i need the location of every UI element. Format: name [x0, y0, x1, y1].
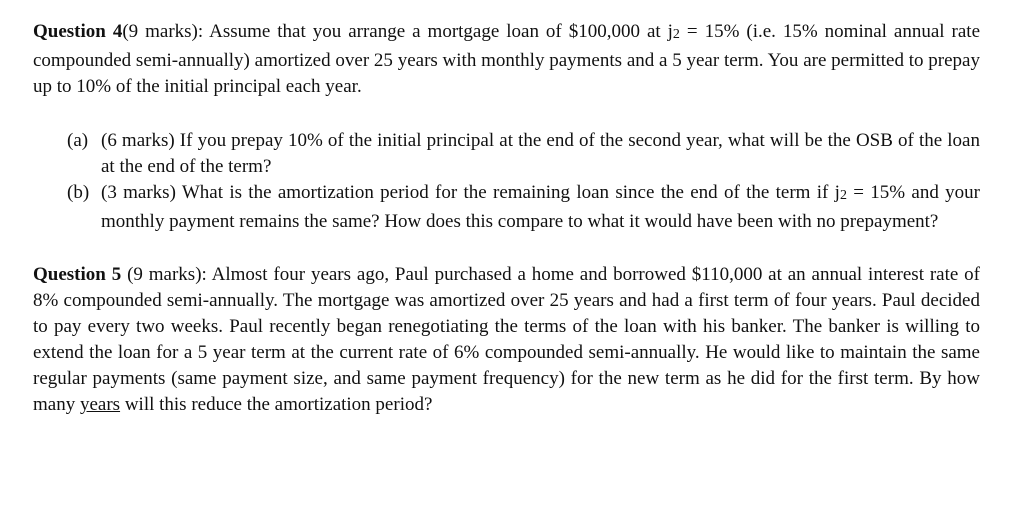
- question-5-text-a: (9 marks): Almost four years ago, Paul purchased a home and borrowed $110,000 at an annual interest rate of 8% compounded semi-annually. The mortgage was amortized over 25 years and had a first term of four years. Paul decided to pay every two weeks. Paul recently began renegotiating the terms of the loan with his banker. The banker is willing to extend the loan for a 5 year term at the current rate of 6% compounded semi-annually. He would like to maintain the same regular payments (same payment size, and same payment frequency) for the new term as he did for the first term. By how many: [33, 264, 980, 415]
- part-a-marker: (a): [67, 130, 89, 151]
- question-4-marks: (9 marks):: [122, 21, 204, 42]
- question-5-heading: Question 5: [33, 264, 122, 285]
- question-4-part-b: [67, 180, 980, 235]
- question-4-subscript: 2: [672, 27, 680, 42]
- question-4-text-a: Assume that you arrange a mortgage loan of $100,000 at j: [203, 21, 673, 42]
- part-a-text: (6 marks) If you prepay 10% of the initial principal at the end of the second year, what will be the OSB of the loan at the end of the term?: [101, 130, 980, 177]
- question-4-part-a: [67, 128, 980, 180]
- question-4-text-b: = 15% (i.e. 15% nominal annual rate compounded semi-annually) amortized over 25 years with monthly payments and a 5 year term. You are permitted to prepay up to 10% of the initial principal each year.: [33, 21, 980, 97]
- question-4-parts: [67, 128, 980, 235]
- part-b-marker: (b): [67, 182, 90, 203]
- part-b-text: (3 marks) What is the amortization period for the remaining loan since the end of the term if j2 = 15% and your monthly payment remains the same? How does this compare to what it would have been with no prepayment?: [101, 182, 980, 232]
- question-4-heading: Question 4(9 marks):: [33, 21, 204, 42]
- question-5-underlined-word: years: [79, 394, 121, 415]
- part-b-subscript: 2: [839, 188, 847, 203]
- question-4-paragraph: [33, 19, 980, 100]
- question-5-paragraph: [33, 262, 980, 418]
- question-5-text-b: will this reduce the amortization period?: [120, 394, 433, 415]
